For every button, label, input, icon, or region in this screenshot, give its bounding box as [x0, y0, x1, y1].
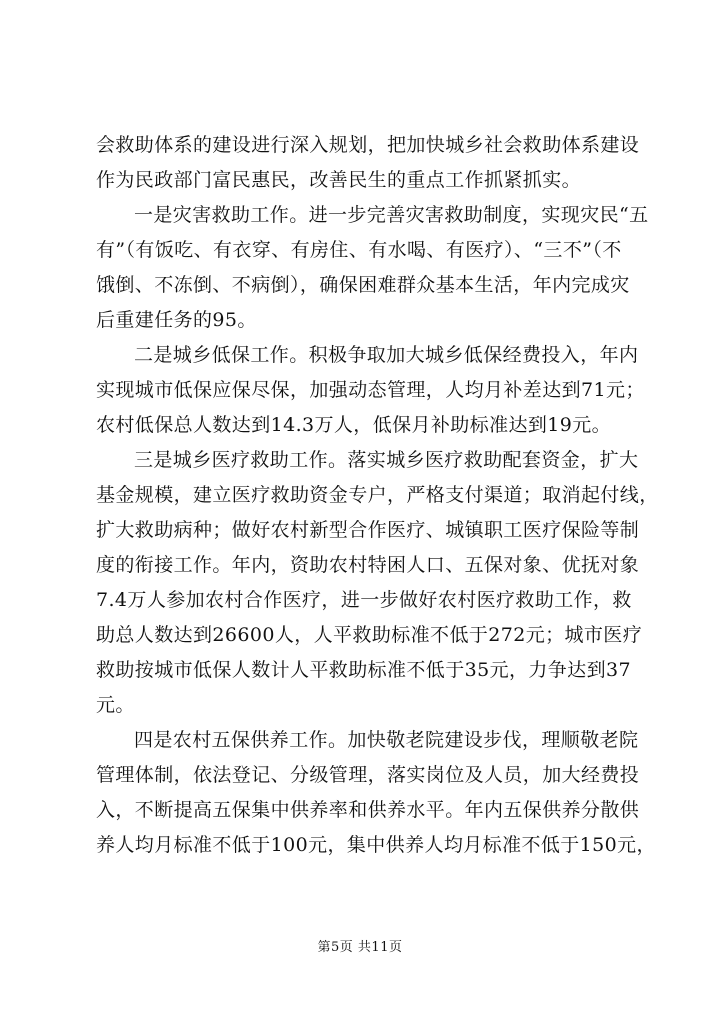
text-line: 农村低保总人数达到14.3万人，低保月补助标准达到19元。: [96, 414, 612, 436]
text-line: 基金规模，建立医疗救助资金专户，严格支付渠道；取消起付线，: [96, 484, 659, 506]
text-line: 扩大救助病种；做好农村新型合作医疗、城镇职工医疗保险等制: [96, 519, 640, 541]
text-line: 饿倒、不冻倒、不病倒），确保困难群众基本生活，年内完成灾: [96, 274, 630, 296]
text-line: 后重建任务的95。: [96, 309, 257, 331]
text-line: 四是农村五保供养工作。加快敬老院建设步伐，理顺敬老院: [134, 729, 639, 751]
text-line: 会救助体系的建设进行深入规划，把加快城乡社会救助体系建设: [96, 134, 640, 156]
text-line: 一是灾害救助工作。进一步完善灾害救助制度，实现灾民“五: [134, 204, 649, 226]
text-line: 入，不断提高五保集中供养率和供养水平。年内五保供养分散供: [96, 799, 640, 821]
page-footer: 第5页 共11页: [317, 940, 403, 955]
text-line: 7.4万人参加农村合作医疗，进一步做好农村医疗救助工作，救: [96, 589, 632, 611]
text-line: 养人均月标准不低于100元，集中供养人均月标准不低于150元，: [96, 834, 656, 856]
text-line: 实现城市低保应保尽保，加强动态管理，人均月补差达到71元；: [96, 379, 645, 401]
text-line: 管理体制，依法登记、分级管理，落实岗位及人员，加大经费投: [96, 764, 640, 786]
text-line: 二是城乡低保工作。积极争取加大城乡低保经费投入，年内: [134, 344, 639, 366]
text-line: 助总人数达到26600人，人平救助标准不低于272元；城市医疗: [96, 624, 643, 646]
text-line: 元。: [96, 694, 135, 716]
text-line: 度的衔接工作。年内，资助农村特困人口、五保对象、优抚对象: [96, 554, 640, 576]
text-line: 三是城乡医疗救助工作。落实城乡医疗救助配套资金，扩大: [134, 449, 639, 471]
body-text: [96, 128, 659, 863]
text-line: 作为民政部门富民惠民，改善民生的重点工作抓紧抓实。: [96, 169, 582, 191]
text-line: 救助按城市低保人数计人平救助标准不低于35元，力争达到37: [96, 659, 631, 681]
text-line: 有”（有饭吃、有衣穿、有房住、有水喝、有医疗）、“三不”（不: [96, 239, 622, 261]
